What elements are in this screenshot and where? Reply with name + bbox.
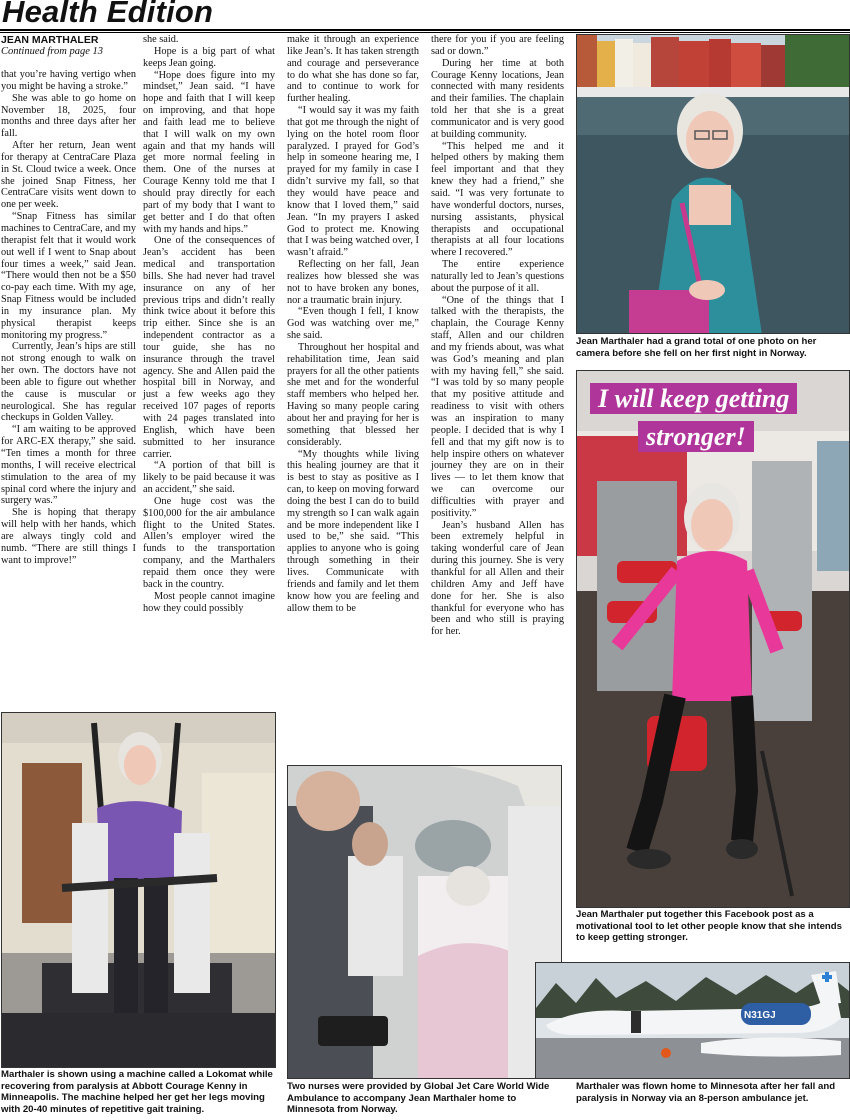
nurses-photo-caption: Two nurses were provided by Global Jet Care World Wide Ambulance to accompany Jean Marthaler home to Minnesota from Norway. [287, 1081, 550, 1116]
gym-photo-caption: Jean Marthaler put together this Facebook post as a motivational tool to let other people know that she intends to keep getting stronger. [576, 909, 842, 944]
article-column-3 [287, 34, 419, 614]
paragraph: Most people cannot imagine how they could possibly [143, 590, 275, 614]
header-rule-thin [0, 32, 850, 33]
paragraph: Jean’s husband Allen has been extremely helpful in taking wonderful care of Jean during this journey. She is very thankful for all Allen and their children Amy and Jeff have done for her. She is also thankful for everyone who has been and who still is praying for her. [431, 519, 564, 638]
article-column-2 [143, 34, 275, 614]
paragraph: “One of the things that I talked with the therapists, the chaplain, the Courage Kenny staff, Allen and our children and my friends about, was what was God’s meaning and plan with my having fell,” she said. “I was told by so many people that my positive attitude and readiness to visit with others was an inspiration to many people. I decided that is why I fell and that my gift now is to help inspire others on whatever journey they are on in their lives — to let them know that we can overcome our difficulties with prayer and positivity.” [431, 294, 564, 519]
paragraph: After her return, Jean went for therapy at CentraCare Plaza in St. Cloud twice a week. Once she joined Snap Fitness, her CentraCare visits went down to one per week. [1, 140, 136, 211]
lokomat-photo-caption: Marthaler is shown using a machine called a Lokomat while recovering from paralysis at Abbott Courage Kenny in Minneapolis. The machine helped her get her legs moving with 20-40 minutes of repetitive gait training. [1, 1069, 273, 1115]
jet-registration: N31GJ [744, 1010, 776, 1021]
paragraph: Reflecting on her fall, Jean realizes how blessed she was not to have broken any bones, nor a traumatic brain injury. [287, 259, 419, 306]
byline: JEAN MARTHALER [1, 34, 99, 46]
ambulance-jet-photo [535, 962, 850, 1079]
norway-photo-caption: Jean Marthaler had a grand total of one photo on her camera before she fell on her first night in Norway. [576, 336, 817, 359]
paragraph: One huge cost was the $100,000 for the air ambulance flight to the United States. Allen’s employer wired the funds to the transportation company, and the Marthalers repaid them once they were back in the country. [143, 495, 275, 590]
continued-note: Continued from page 13 [1, 46, 103, 57]
paragraph: that you’re having vertigo when you might be having a stroke.” [1, 69, 136, 92]
norway-harbor-photo [576, 34, 850, 334]
paragraph: Throughout her hospital and rehabilitation time, Jean said prayers for all the other patients she met and for the wonderful staff members who helped her. Having so many people caring about her and praying for her is something that blessed her considerably. [287, 341, 419, 448]
paragraph: Currently, Jean’s hips are still not strong enough to walk on her own. The doctors have not been able to figure out whether the cause is muscular or neurological. She has regular checkups in Golden Valley. [1, 341, 136, 424]
paragraph: she said. [143, 34, 179, 45]
motivation-banner-line-1: I will keep getting [590, 383, 797, 414]
paragraph: “Even though I fell, I know God was watching over me,” she said. [287, 306, 419, 342]
paragraph: “Hope does figure into my mindset,” Jean said. “I have hope and faith that I will keep on improving, and that hope and faith lead me to believe that I will walk on my own again and that my hands will get more normal feeling in them. One of the nurses at Courage Kenny told me that I should pray directly for each part of my body that I want to get better and I do that often with my hands and hips.” [143, 69, 275, 235]
paragraph: there for you if you are feeling sad or down.” [431, 34, 564, 57]
paragraph: She is hoping that therapy will help with her hands, which are always tingly cold and numb. “There are still things I want to improve!” [1, 507, 136, 566]
paragraph: “I would say it was my faith that got me through the night of lying on the hotel room floor paralyzed. I prayed for God’s help in someone hearing me, I prayed for my family in case I didn’t survive my fall, so that they would have peace and know that I loved them,” said Jean. “In my prayers I asked God to protect me. Knowing that I was being watched over, I wasn’t afraid.” [287, 105, 419, 259]
paragraph: “A portion of that bill is likely to be paid because it was an accident,” she said. [143, 460, 275, 496]
section-header [0, 0, 850, 30]
paragraph: One of the consequences of Jean’s accident has been medical and transportation bills. She had never had travel insurance on any of her previous trips and didn’t really think twice about it before this trip either. Since she is an independent contractor as a tour guide, she has no insurance through the travel agency. She and Allen paid the hospital bill in Norway, and just a few weeks ago they received 107 pages of reports with 24 pages translated into English, which have been submitted to her insurance carrier. [143, 235, 275, 460]
nurses-photo [287, 765, 562, 1079]
motivation-banner-line-2: stronger! [638, 421, 754, 452]
paragraph: “Snap Fitness has similar machines to CentraCare, and my therapist felt that it would work out well if I went to Snap about four times a week,” said Jean. “There would then not be a $50 co-pay each time. With my age, Snap Fitness would be included in my insurance plan. My physical therapist keeps monitoring my progress.” [1, 211, 136, 341]
jet-photo-caption: Marthaler was flown home to Minnesota after her fall and paralysis in Norway via an 8-person ambulance jet. [576, 1081, 836, 1104]
lokomat-photo [1, 712, 276, 1068]
paragraph: “My thoughts while living this healing journey are that it is best to stay as positive as I can, to keep on moving forward doing the best I can do to build my strength so I can walk again and be more independent like I used to be,” she said. “This applies to anyone who is going through something in their lives. Communicate with friends and family and let them know how you are feeling and allow them to be [287, 448, 419, 614]
article-column-4 [431, 34, 564, 638]
paragraph: “I am waiting to be approved for ARC-EX therapy,” she said. “Ten times a month for three months, I will receive electrical stimulation to the area of my spinal cord where the injury and surgery was.” [1, 424, 136, 507]
paragraph: She was able to go home on November 18, 2025, four months and three days after her fall. [1, 92, 136, 140]
paragraph: Hope is a big part of what keeps Jean going. [143, 45, 275, 69]
paragraph: During her time at both Courage Kenny locations, Jean connected with many residents and their families. The chaplain told her that she is a great communicator and is very good at building community. [431, 57, 564, 140]
header-rule [0, 29, 850, 31]
paragraph: “This helped me and it helped others by making them feel important and that they knew they had a friend,” she said. “I was very fortunate to have wonderful doctors, nurses, nursing assistants, physical therapists and occupational therapists at all four locations where I recovered.” [431, 140, 564, 259]
article-column-1 [1, 34, 136, 566]
section-title: Health Edition [2, 0, 214, 29]
paragraph: make it through an experience like Jean’s. It has taken strength and courage and perseverance to do what she has done so far, and to continue to work for further healing. [287, 34, 419, 105]
paragraph: The entire experience naturally led to Jean’s questions about the purpose of it all. [431, 259, 564, 294]
